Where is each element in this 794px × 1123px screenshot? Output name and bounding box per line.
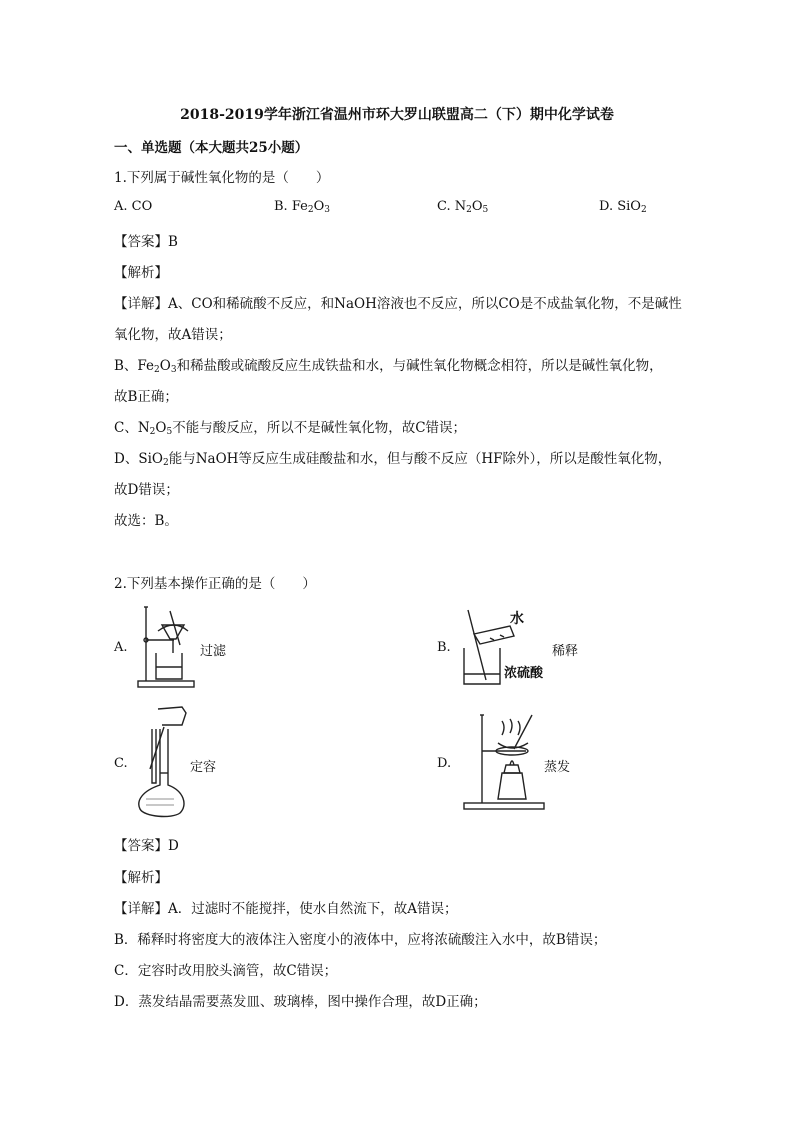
q1-answer: 【答案】B <box>114 234 178 250</box>
filtration-apparatus-figure <box>136 605 198 689</box>
page-title: 2018-2019学年浙江省温州市环大罗山联盟高二（下）期中化学试卷 <box>180 107 614 123</box>
q2-option-a-label: 过滤 <box>200 644 227 659</box>
q2-detail-d: D．蒸发结晶需要蒸发皿、玻璃棒，图中操作合理，故D正确； <box>114 994 487 1010</box>
section-heading: 一、单选题（本大题共25小题） <box>114 140 309 156</box>
volumetric-flask-figure <box>134 703 194 821</box>
q1-stem: 1.下列属于碱性氧化物的是（ ） <box>114 170 330 186</box>
q1-option-b: B. $Fe_2O_3$ <box>274 199 330 215</box>
q2-option-b-acid-label: 浓硫酸 <box>504 666 544 681</box>
q1-detail-a2: 氧化物，故A错误； <box>114 327 232 343</box>
q1-conclusion: 故选：B。 <box>114 513 178 529</box>
q2-option-b-water-label: 水 <box>510 611 524 627</box>
q2-stem: 2.下列基本操作正确的是（ ） <box>114 576 316 592</box>
q2-option-b-letter: B. <box>437 640 451 655</box>
q1-analysis-label: 【解析】 <box>114 265 168 281</box>
q2-option-c-label: 定容 <box>190 760 217 775</box>
q1-detail-c: C、$N_2O_5$不能与酸反应，所以不是碱性氧化物，故C错误； <box>114 420 467 437</box>
q1-option-c: C. $N_2O_5$ <box>437 199 489 215</box>
q1-option-a: A. CO <box>114 199 153 214</box>
q2-analysis-label: 【解析】 <box>114 870 168 886</box>
q2-detail-b: B．稀释时将密度大的液体注入密度小的液体中，应将浓硫酸注入水中，故B错误； <box>114 932 607 948</box>
q1-detail-a1: 【详解】A、CO和稀硫酸不反应，和NaOH溶液也不反应，所以CO是不成盐氧化物，不是碱性 <box>114 296 682 312</box>
q2-option-d-label: 蒸发 <box>544 760 571 775</box>
q2-option-d-letter: D. <box>437 756 452 771</box>
q1-detail-d1: D、SiO$_2$能与NaOH等反应生成硅酸盐和水，但与酸不反应（HF除外），所以是酸性氧化物， <box>114 451 672 468</box>
q1-detail-b2: 故B正确； <box>114 389 178 405</box>
q1-detail-b1: B、$Fe_2O_3$和稀盐酸或硫酸反应生成铁盐和水，与碱性氧化物概念相符，所以是碱性氧化物， <box>114 358 663 375</box>
q1-detail-d2: 故D错误； <box>114 482 179 498</box>
q2-detail-c: C．定容时改用胶头滴管，故C错误； <box>114 963 338 979</box>
q2-option-c-letter: C. <box>114 756 128 771</box>
q2-answer: 【答案】D <box>114 838 179 854</box>
evaporation-apparatus-figure <box>462 713 550 811</box>
q2-option-b-label: 稀释 <box>552 644 579 659</box>
q1-option-d: D. SiO$_2$ <box>599 199 647 215</box>
q2-detail-a: 【详解】A．过滤时不能搅拌，使水自然流下，故A错误； <box>114 901 458 917</box>
q2-option-a-letter: A. <box>114 640 128 655</box>
